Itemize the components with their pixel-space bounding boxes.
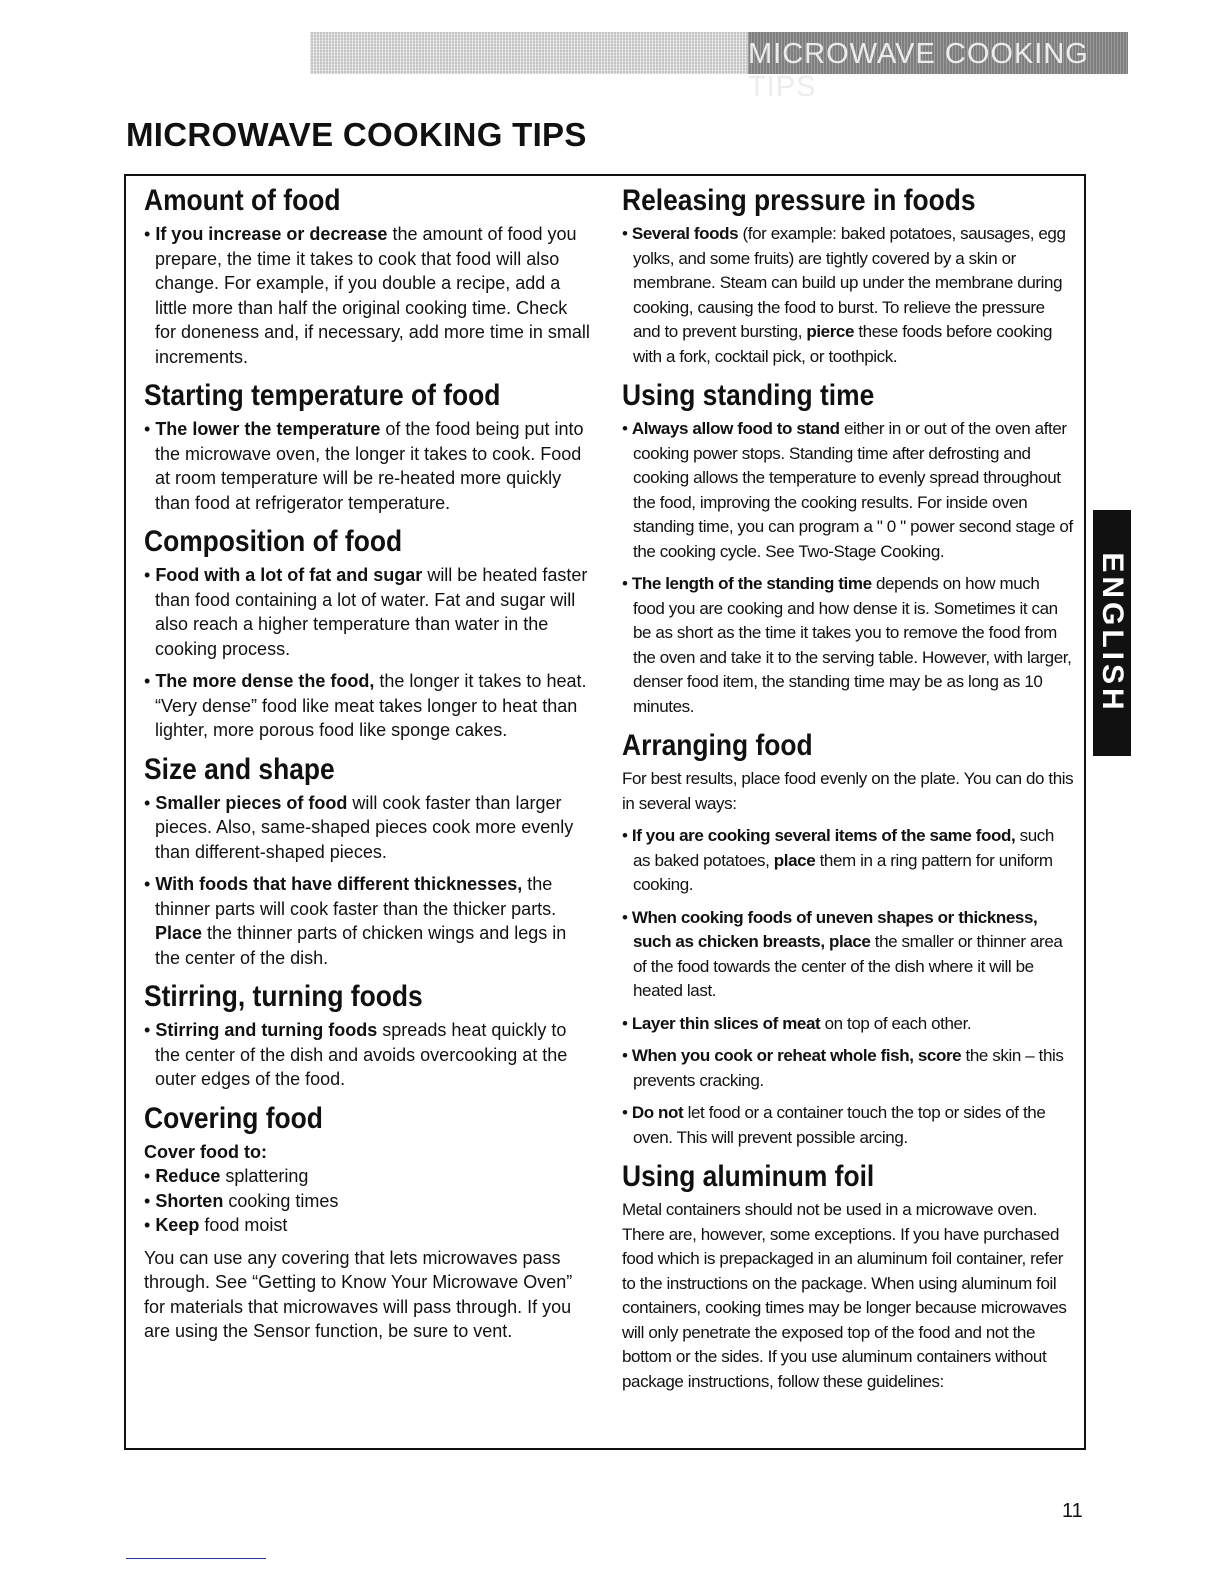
section-standing-time bbox=[622, 379, 1074, 719]
page-number: 11 bbox=[1062, 1500, 1083, 1522]
bullet-item: • Do not let food or a container touch the top or sides of the oven. This will prevent possible arcing. bbox=[622, 1103, 1046, 1147]
header-banner-dark bbox=[748, 32, 1128, 103]
content-box bbox=[124, 174, 1086, 1450]
bullet-item: • Smaller pieces of food will cook faster than larger pieces. Also, same-shaped pieces cook more evenly than different-shaped pieces. bbox=[144, 792, 574, 862]
section-heading: Composition of food bbox=[144, 525, 403, 558]
covering-intro: Cover food to: bbox=[144, 1141, 267, 1162]
bullet-item: • Stirring and turning foods spreads heat quickly to the center of the dish and avoids overcooking at the outer edges of the food. bbox=[144, 1020, 568, 1089]
bullet-item: • When cooking foods of uneven shapes or thickness, such as chicken breasts, place the smaller or thinner area of the food towards the center of the dish where it will be heated last. bbox=[622, 907, 1063, 1000]
foil-paragraph: Metal containers should not be used in a microwave oven. There are, however, some exceptions. If you have purchased food which is prepackaged in an aluminum foil container, refer to the instructions on the package. When using aluminum foil containers, cooking times may be longer because microwaves will only penetrate the exposed top of the food and not the bottom or the sides. If you use aluminum containers without package instructions, follow these guidelines: bbox=[622, 1200, 1067, 1391]
section-starting-temperature bbox=[144, 379, 590, 515]
covering-paragraph: You can use any covering that lets microwaves pass through. See “Getting to Know Your Microwave Oven” for materials that microwaves will pass through. If you are using the Sensor function, be sure to vent. bbox=[144, 1247, 573, 1341]
bullet-item: • Several foods (for example: baked potatoes, sausages, egg yolks, and some fruits) are tightly covered by a skin or membrane. Steam can build up under the membrane during cooking, causing the food to burst. To relieve the pressure and to prevent bursting, pierce these foods before cooking with a fork, cocktail pick, or toothpick. bbox=[622, 224, 1066, 366]
page-title: MICROWAVE COOKING TIPS bbox=[126, 116, 587, 153]
bullet-item: • The length of the standing time depends on how much food you are cooking and how dense it is. Sometimes it can be as short as the time it takes you to remove the food from the oven and take it to the serving table. However, with larger, denser food item, the standing time may be as long as 10 minutes. bbox=[622, 574, 1072, 716]
section-composition bbox=[144, 525, 590, 743]
section-arranging-food bbox=[622, 729, 1074, 1150]
section-heading: Starting temperature of food bbox=[144, 379, 501, 412]
section-releasing-pressure bbox=[622, 184, 1074, 369]
section-heading: Using standing time bbox=[622, 379, 875, 412]
section-heading: Amount of food bbox=[144, 184, 341, 217]
section-heading: Stirring, turning foods bbox=[144, 980, 423, 1013]
header-banner-text: MICROWAVE COOKING TIPS bbox=[748, 38, 1089, 103]
header-banner bbox=[310, 32, 1128, 103]
bullet-item: • If you are cooking several items of the same food, such as baked potatoes, place them in a ring pattern for uniform cooking. bbox=[622, 826, 1054, 894]
bullet-item: • Keep food moist bbox=[144, 1215, 288, 1235]
section-stirring bbox=[144, 980, 590, 1092]
language-tab-label: ENGLISH bbox=[1096, 552, 1129, 714]
bullet-item: • The more dense the food, the longer it takes to heat. “Very dense” food like meat takes longer to heat than lighter, more porous food like sponge cakes. bbox=[144, 671, 587, 740]
section-amount-of-food bbox=[144, 184, 590, 369]
bullet-item: • If you increase or decrease the amount of food you prepare, the time it takes to cook that food will also change. For example, if you double a recipe, add a little more than half the original cooking time. Check for doneness and, if necessary, add more time in small increments. bbox=[144, 224, 590, 367]
arranging-intro: For best results, place food evenly on the plate. You can do this in several ways: bbox=[622, 769, 1074, 813]
section-heading: Arranging food bbox=[622, 729, 813, 762]
section-size-and-shape bbox=[144, 753, 590, 971]
bullet-item: • Always allow food to stand either in or out of the oven after cooking power stops. Standing time after defrosting and cooking allows the temperature to evenly spread throughout the food, improving the cooking results. For inside oven standing time, you can program a " 0 " power second stage of the cooking cycle. See Two-Stage Cooking. bbox=[622, 419, 1073, 561]
section-heading: Covering food bbox=[144, 1101, 323, 1135]
left-column bbox=[144, 184, 590, 1354]
section-covering-food bbox=[144, 1102, 590, 1344]
footer-rule bbox=[126, 1558, 266, 1559]
language-tab bbox=[1093, 510, 1131, 756]
section-heading: Size and shape bbox=[144, 752, 335, 786]
section-heading: Releasing pressure in foods bbox=[622, 184, 976, 217]
bullet-item: • The lower the temperature of the food being put into the microwave oven, the longer it takes to cook. Food at room temperature will be re-heated more quickly than food at refrigerator temperature. bbox=[144, 419, 584, 513]
bullet-item: • Shorten cooking times bbox=[144, 1190, 339, 1211]
section-aluminum-foil bbox=[622, 1160, 1074, 1394]
section-heading: Using aluminum foil bbox=[622, 1160, 875, 1193]
bullet-item: • When you cook or reheat whole fish, score the skin – this prevents cracking. bbox=[622, 1046, 1064, 1090]
bullet-item: • Reduce splattering bbox=[144, 1166, 309, 1186]
bullet-item: • Food with a lot of fat and sugar will be heated faster than food containing a lot of water. Fat and sugar will also reach a higher temperature than water in the cooking process. bbox=[144, 565, 588, 659]
bullet-item: • Layer thin slices of meat on top of each other. bbox=[622, 1013, 972, 1033]
bullet-item: • With foods that have different thicknesses, the thinner parts will cook faster than the thicker parts. Place the thinner parts of chicken wings and legs in the center of the dish. bbox=[144, 874, 567, 968]
right-column bbox=[622, 184, 1074, 1404]
